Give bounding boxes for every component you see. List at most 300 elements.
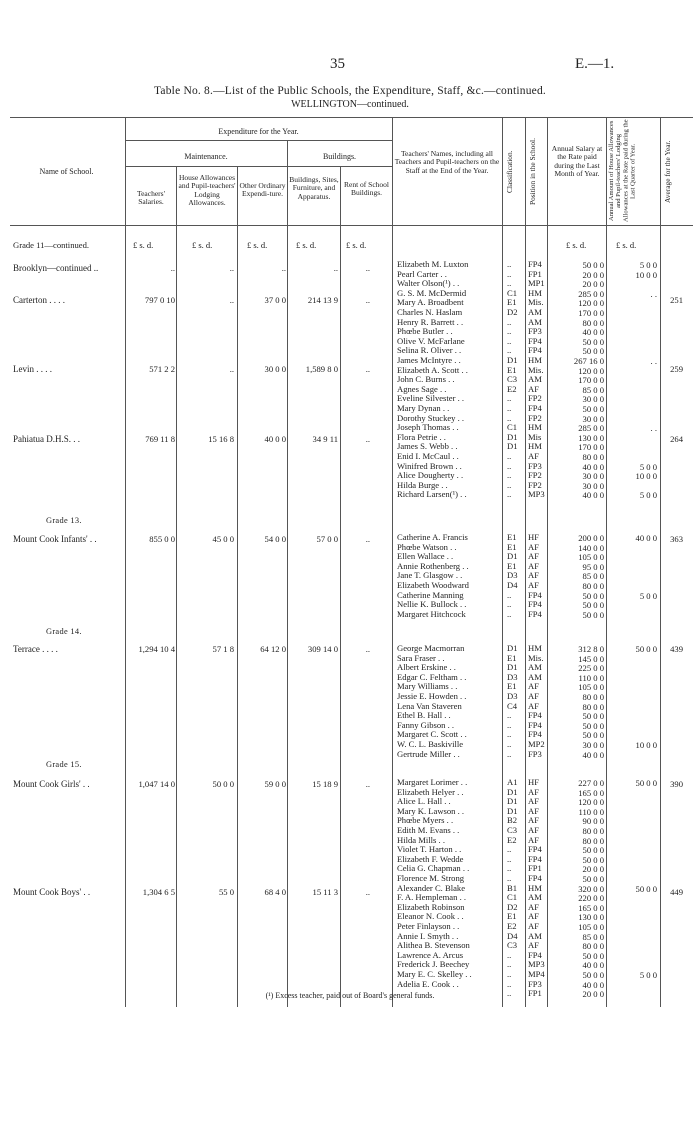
teacher-pos: AM [528,930,542,941]
teacher-pos: AM [528,307,542,317]
teacher-pos: FP1 [528,863,542,874]
teacher-name: Elizabeth A. Scott . . [397,364,468,375]
teacher-name: Peter Finlayson . . [397,921,460,931]
teacher-cls: D3 [507,570,518,581]
school-other: 59 0 0 [264,779,286,789]
header-top-rule [10,117,693,118]
teacher-pos: FP4 [528,589,542,600]
teacher-cls: C3 [507,940,518,951]
teacher-name: Mary E. C. Skelley . . [397,969,472,979]
school-salaries: 769 11 8 [145,434,175,444]
teacher-pos: MP1 [528,278,545,289]
teacher-name: Hilda Mills . . [397,834,445,845]
teacher-cls: .. [507,326,512,337]
teacher-cls: .. [507,863,512,874]
teacher-sal: 50 0 0 [582,346,604,357]
teacher-sal: 170 0 0 [578,442,604,453]
teacher-cls: .. [507,259,512,269]
teacher-sal: 105 0 0 [578,552,604,563]
expenditure-rule [125,140,392,141]
teacher-cls: D2 [507,901,518,912]
teacher-sal: 40 0 0 [582,960,604,971]
teacher-cls: .. [507,489,512,500]
teacher-pos: Mis. [528,297,544,308]
teacher-cls: .. [507,748,512,759]
teacher-cls: E1 [507,911,517,922]
teacher-name: Celia G. Chapman . . [397,863,470,874]
teacher-name: Joseph Thomas . . [397,422,459,433]
teacher-cls: C3 [507,374,518,385]
teacher-name: Pearl Carter . . [397,268,447,279]
teacher-pos: AF [528,786,539,797]
teacher-cls: .. [507,460,512,471]
teacher-sal: 40 0 0 [582,490,604,501]
col-rule-9 [547,117,548,1007]
teacher-name: G. S. M. McDermid [397,287,467,298]
teacher-name: Charles N. Haslam [397,307,463,317]
school-other: 64 12 0 [260,644,286,654]
grade-14-label: Grade 14. [46,627,82,636]
teacher-cls: D4 [507,930,518,941]
teacher-cls: E2 [507,383,517,394]
school-average: 363 [670,534,683,544]
school-other: 54 0 0 [264,534,286,544]
teacher-cls: .. [507,873,512,883]
teacher-pos: FP4 [528,345,542,356]
teacher-name: Nellie K. Bullock . . [397,599,467,610]
teacher-pos: FP3 [528,978,542,989]
school-house: 57 1 8 [212,644,234,654]
teacher-cls: .. [507,599,512,610]
teacher-pos: FP2 [528,393,542,404]
teacher-cls: .. [507,451,512,461]
teacher-name: Hilda Burge . . [397,479,448,490]
teacher-sal: 80 0 0 [582,835,604,846]
teacher-name: Henry R. Barrett . . [397,316,464,327]
teacher-allow: 5 0 0 [639,970,657,980]
teacher-pos: AF [528,551,539,562]
teacher-name: Lena Van Staveren [397,700,462,711]
header-name-of-school: Name of School. [39,167,94,176]
teacher-cls: D2 [507,307,518,317]
school-average: 390 [670,779,683,789]
teacher-cls: .. [507,412,512,423]
school-house: 15 16 8 [208,434,234,444]
teacher-pos: AF [528,570,539,581]
teacher-allow: 50 0 0 [635,644,657,654]
teacher-sal: 50 0 0 [582,336,604,347]
school-rent: .. [365,263,370,273]
teacher-sal: 30 0 0 [582,394,604,405]
teacher-pos: AM [528,662,542,673]
page-code: E.—1. [575,56,615,72]
maintenance-rule [125,166,392,167]
school-rent: .. [365,779,370,789]
teacher-name: Frederick J. Beechey [397,959,470,970]
grade-15-label: Grade 15. [46,760,82,769]
teacher-cls: .. [507,949,512,960]
teacher-sal: 120 0 0 [578,298,604,309]
teacher-sal: 267 16 0 [573,356,604,366]
teacher-allow: . . [650,423,657,434]
teacher-name: Mary K. Lawson . . [397,805,465,816]
teacher-pos: FP4 [528,608,542,619]
teacher-pos: HM [528,882,542,893]
teacher-pos: AF [528,901,539,912]
teacher-cls: E1 [507,541,517,552]
teacher-pos: FP4 [528,710,542,721]
teacher-pos: AF [528,700,539,711]
school-other: 68 4 0 [264,887,286,897]
teacher-cls: .. [507,969,512,979]
teacher-name: Jane T. Glasgow . . [397,570,463,581]
teacher-allow: 50 0 0 [635,778,657,788]
school-salaries: 1,294 10 4 [138,644,175,654]
teacher-pos: AM [528,316,542,327]
teacher-pos: AF [528,681,539,692]
teacher-cls: .. [507,608,512,619]
teacher-name: Dorothy Stuckey . . [397,412,465,423]
teacher-name: Elizabeth Woodward [397,580,469,590]
teacher-sal: 225 0 0 [578,663,604,674]
teacher-sal: 90 0 0 [582,816,604,827]
teacher-sal: 80 0 0 [582,701,604,712]
teacher-sal: 165 0 0 [578,902,604,913]
teacher-cls: D3 [507,671,518,682]
teacher-cls: D1 [507,431,518,442]
teacher-pos: MP3 [528,489,545,500]
teacher-cls: E1 [507,532,517,542]
header-buildings-sites: Buildings, Sites, Furniture, and Apparatus. [289,175,339,201]
teacher-sal: 105 0 0 [578,682,604,693]
teacher-cls: D4 [507,580,518,590]
school-house: 55 0 [218,887,234,897]
teacher-sal: 50 0 0 [582,720,604,731]
teacher-cls: E1 [507,681,517,692]
teacher-name: Mary A. Broadbent [397,297,464,308]
teacher-cls: .. [507,978,512,989]
school-house: 50 0 0 [212,779,234,789]
teacher-cls: D1 [507,643,518,653]
teacher-allow: 40 0 0 [635,533,657,543]
teacher-cls: D1 [507,441,518,452]
teacher-sal: 220 0 0 [578,893,604,904]
teacher-cls: .. [507,853,512,864]
units-salaries: £ s. d. [133,240,154,250]
teacher-pos: HM [528,643,542,653]
col-rule-11 [660,117,661,1007]
teacher-sal: 130 0 0 [578,432,604,443]
teacher-cls: .. [507,719,512,730]
school-salaries: 571 2 2 [149,364,175,374]
teacher-cls: C4 [507,700,518,711]
teacher-sal: 285 0 0 [578,288,604,299]
teacher-pos: FP2 [528,479,542,490]
teacher-cls: E1 [507,364,517,375]
teacher-cls: .. [507,739,512,749]
header-rent: Rent of School Buildings. [344,180,389,198]
school-salaries: 855 0 0 [149,534,175,544]
teacher-name: Agnes Sage . . [397,383,447,394]
col-rule-7 [502,117,503,1007]
teacher-cls: .. [507,988,512,999]
teacher-cls: D3 [507,691,518,701]
teacher-name: Phœbe Myers . . [397,815,454,826]
teacher-cls: A1 [507,777,518,787]
school-buildings: 309 14 0 [307,644,338,654]
teacher-pos: MP2 [528,739,545,749]
teacher-pos: AF [528,921,539,931]
teacher-name: George Macmorran [397,643,465,653]
teacher-cls: C1 [507,422,518,433]
col-rule-5 [340,166,341,1007]
teacher-allow: 5 0 0 [639,260,657,270]
teacher-name: Elizabeth F. Wedde [397,853,464,864]
teacher-sal: 120 0 0 [578,365,604,376]
teacher-name: Lawrence A. Arcus [397,949,464,960]
teacher-name: Elizabeth Robinson [397,901,465,912]
teacher-name: Olive V. McFarlane [397,335,465,346]
header-annual-amount: Annual Amount of House Allowances and Pupil-teachers' Lodging Allowances at the Rate paid during the Last Quarter of Year. [608,119,637,223]
col-rule-8 [525,117,526,1007]
teacher-cls: .. [507,479,512,490]
teacher-pos: FP4 [528,403,542,413]
header-bottom-rule [10,225,693,226]
school-house: .. [229,295,234,305]
school-house: .. [229,364,234,374]
teacher-name: Enid I. McCaul . . [397,451,459,461]
teacher-name: Eleanor N. Cook . . [397,911,464,922]
school-house: 45 0 0 [212,534,234,544]
teacher-name: Catherine Manning [397,589,464,600]
teacher-name: James S. Webb . . [397,441,458,452]
col-rule-1 [125,117,126,1007]
teacher-name: Margaret Lorimer . . [397,777,468,787]
teacher-cls: E1 [507,297,517,308]
teacher-sal: 120 0 0 [578,797,604,808]
teacher-sal: 20 0 0 [582,269,604,280]
school-buildings: 1,589 8 0 [305,364,338,374]
school-name: Pahiatua D.H.S. . . [13,434,80,444]
teacher-pos: FP3 [528,748,542,759]
teacher-pos: HF [528,532,539,542]
teacher-pos: FP4 [528,873,542,883]
teacher-sal: 170 0 0 [578,308,604,318]
teacher-pos: FP4 [528,335,542,346]
table-title: Table No. 8.—List of the Public Schools, the Expenditure, Staff, &c.—continued. [154,85,546,97]
teacher-pos: AF [528,383,539,394]
teacher-pos: AM [528,892,542,903]
school-rent: .. [365,887,370,897]
teacher-sal: 170 0 0 [578,375,604,386]
school-other: 30 0 0 [264,364,286,374]
teacher-cls: .. [507,278,512,289]
teacher-name: Albert Erskine . . [397,662,456,673]
school-average: 439 [670,644,683,654]
teacher-sal: 50 0 0 [582,600,604,611]
teacher-name: Selina R. Oliver . . [397,345,462,356]
school-salaries: 797 0 10 [144,295,175,305]
teacher-name: Fanny Gibson . . [397,719,455,730]
teacher-cls: .. [507,403,512,413]
school-salaries: .. [170,263,175,273]
teacher-sal: 95 0 0 [582,561,604,572]
teacher-cls: C1 [507,287,518,298]
teacher-cls: .. [507,729,512,740]
teacher-name: Ellen Wallace . . [397,551,454,562]
teacher-pos: AF [528,940,539,951]
teacher-pos: Mis [528,431,542,442]
teacher-pos: HM [528,422,542,433]
teacher-cls: C3 [507,825,518,835]
school-name: Brooklyn—continued .. [13,263,99,273]
teacher-sal: 110 0 0 [578,672,604,683]
teacher-pos: FP2 [528,470,542,481]
teacher-sal: 312 8 0 [578,644,604,654]
col-rule-10 [606,117,607,1007]
teacher-sal: 50 0 0 [582,854,604,865]
page-number: 35 [330,56,345,72]
teacher-cls: .. [507,268,512,279]
school-rent: .. [365,364,370,374]
teacher-name: Phœbe Butler . . [397,326,453,337]
teacher-pos: FP4 [528,719,542,730]
units-salary: £ s. d. [566,240,587,250]
teacher-name: Gertrude Miller . . [397,748,460,759]
table-subtitle: WELLINGTON—continued. [291,99,409,110]
teacher-pos: AF [528,805,539,816]
teacher-sal: 40 0 0 [582,749,604,760]
teacher-name: F. A. Hempleman . . [397,892,467,903]
teacher-name: Eveline Silvester . . [397,393,465,404]
school-buildings: .. [333,263,338,273]
school-other: .. [281,263,286,273]
teacher-sal: 30 0 0 [582,480,604,491]
teacher-pos: AF [528,796,539,807]
teacher-pos: AF [528,815,539,826]
teacher-sal: 85 0 0 [582,384,604,395]
teacher-name: Ethel B. Hall . . [397,710,451,721]
teacher-pos: AF [528,451,539,461]
teacher-sal: 85 0 0 [582,571,604,582]
school-name: Mount Cook Boys' . . [13,887,91,897]
col-rule-2 [176,166,177,1007]
teacher-sal: 80 0 0 [582,941,604,952]
teacher-name: Mary Williams . . [397,681,458,692]
teacher-name: W. C. L. Baskiville [397,739,464,749]
units-buildings: £ s. d. [296,240,317,250]
teacher-sal: 50 0 0 [582,970,604,980]
teacher-name: Alithea B. Stevenson [397,940,470,951]
school-salaries: 1,304 6 5 [142,887,175,897]
teacher-cls: B1 [507,882,518,893]
teacher-sal: 200 0 0 [578,533,604,543]
teacher-sal: 140 0 0 [578,542,604,553]
grade-11-label: Grade 11—continued. [13,240,90,250]
teacher-pos: Mis. [528,364,544,375]
school-buildings: 15 18 9 [312,779,338,789]
teacher-allow: 5 0 0 [639,590,657,601]
school-buildings: 57 0 0 [316,534,338,544]
teacher-name: Winifred Brown . . [397,460,462,471]
header-classification: Classification. [505,150,514,194]
teacher-name: Walter Olson(¹) . . [397,278,460,289]
teacher-pos: AF [528,560,539,571]
teacher-name: Jessie E. Howden . . [397,691,467,701]
teacher-allow: 10 0 0 [635,740,657,750]
teacher-sal: 80 0 0 [582,692,604,702]
col-rule-6 [392,117,393,1007]
teacher-cls: E2 [507,921,517,931]
teacher-cls: .. [507,959,512,970]
teacher-pos: AM [528,671,542,682]
teacher-sal: 50 0 0 [582,404,604,414]
teacher-name: Alice L. Hall . . [397,796,451,807]
school-other: 37 0 0 [264,295,286,305]
teacher-name: Alice Dougherty . . [397,470,464,481]
teacher-cls: .. [507,335,512,346]
grade-13-label: Grade 13. [46,516,82,525]
teacher-sal: 130 0 0 [578,912,604,923]
teacher-sal: 40 0 0 [582,461,604,472]
header-maintenance: Maintenance. [184,152,228,161]
teacher-cls: .. [507,844,512,855]
units-other: £ s. d. [247,240,268,250]
teacher-pos: FP4 [528,844,542,855]
teacher-sal: 50 0 0 [582,845,604,856]
teacher-cls: D1 [507,662,518,673]
teacher-sal: 20 0 0 [582,989,604,1000]
teacher-cls: .. [507,589,512,600]
teacher-allow: . . [650,356,657,366]
teacher-name: Sara Fraser . . [397,652,445,663]
teacher-allow: 50 0 0 [635,883,657,894]
school-rent: .. [365,534,370,544]
teacher-cls: .. [507,316,512,327]
teacher-name: Margaret C. Scott . . [397,729,467,740]
teacher-pos: FP4 [528,729,542,740]
teacher-pos: HM [528,355,542,365]
teacher-cls: E2 [507,834,517,845]
teacher-name: Edgar C. Feltham . . [397,671,467,682]
teacher-pos: AF [528,911,539,922]
teacher-sal: 50 0 0 [582,590,604,601]
school-name: Carterton . . . . [13,295,65,305]
teacher-cls: D1 [507,786,518,797]
teacher-sal: 30 0 0 [582,471,604,482]
teacher-pos: HM [528,441,542,452]
teacher-cls: .. [507,470,512,481]
header-buildings: Buildings. [322,152,357,161]
teacher-pos: FP4 [528,599,542,610]
teacher-cls: E1 [507,560,517,571]
teacher-pos: FP4 [528,853,542,864]
teacher-sal: 30 0 0 [582,413,604,424]
teacher-sal: 50 0 0 [582,950,604,961]
header-average: Average for the Year. [663,140,672,204]
teacher-allow: 5 0 0 [639,461,657,472]
teacher-name: Catherine A. Francis [397,532,468,542]
school-buildings: 214 13 9 [307,295,338,305]
teacher-name: Violet T. Harton . . [397,844,462,855]
teacher-pos: FP4 [528,949,542,960]
teacher-sal: 320 0 0 [578,883,604,894]
teacher-pos: FP4 [528,259,542,269]
teacher-allow: 10 0 0 [635,269,657,280]
teacher-sal: 50 0 0 [582,260,604,270]
teacher-pos: AF [528,691,539,701]
header-teachers-salaries: Teachers' Salaries. [137,189,165,207]
